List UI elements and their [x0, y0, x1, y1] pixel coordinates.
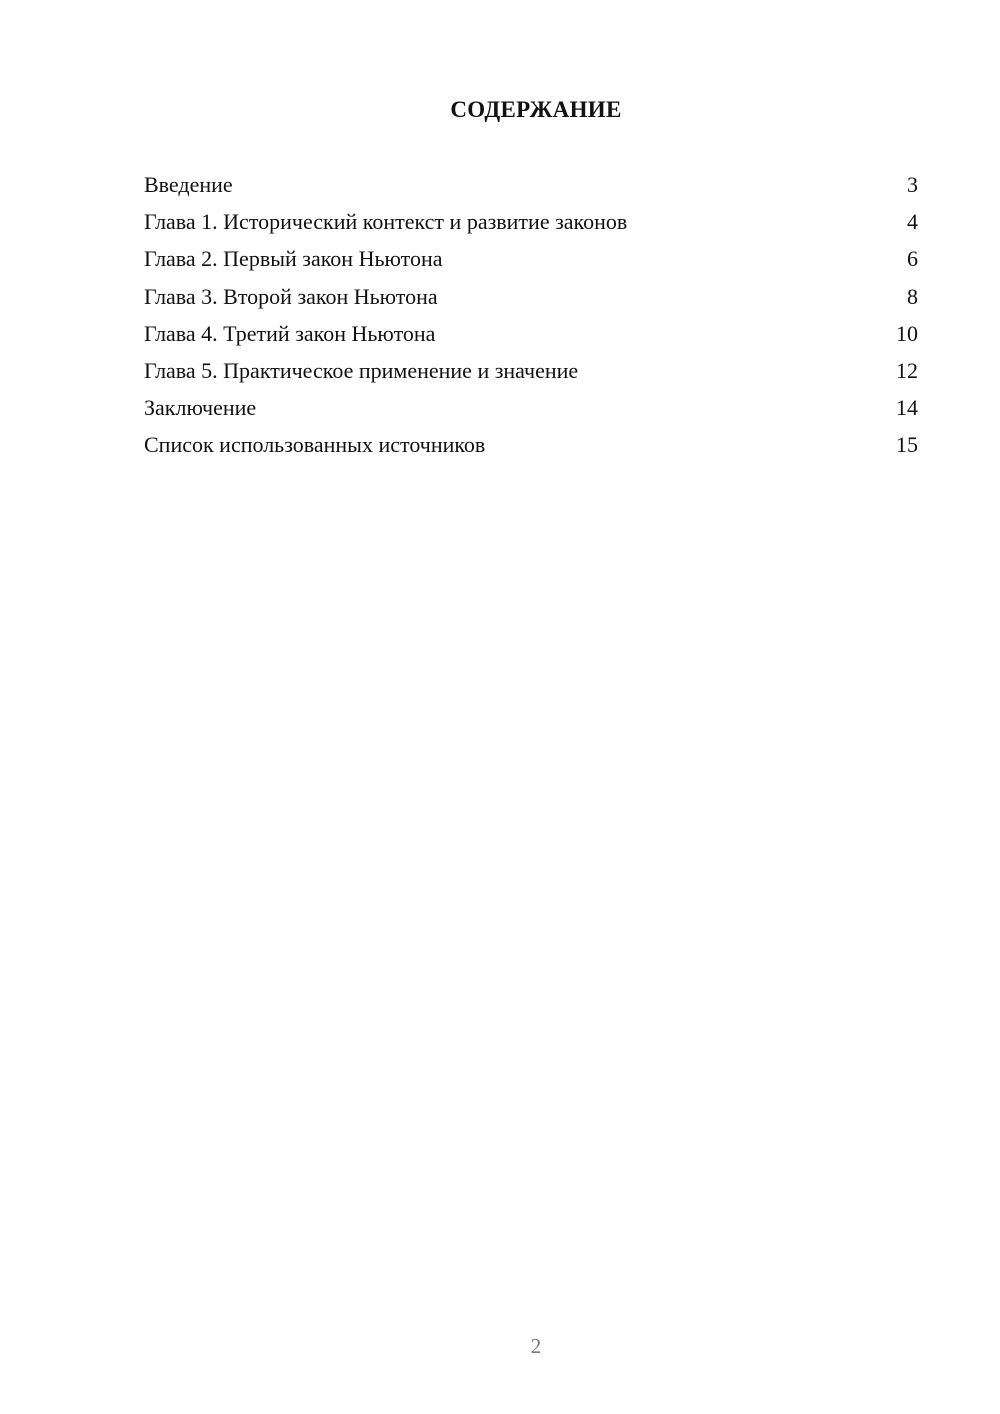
toc-item-chapter-5[interactable]: [144, 356, 918, 393]
toc-item-label: Глава 3. Второй закон Ньютона: [144, 283, 438, 309]
toc-item-page: 12: [896, 357, 918, 383]
toc-item-page: 4: [907, 209, 918, 235]
toc-item-page: 3: [907, 172, 918, 197]
toc-item-chapter-3[interactable]: [144, 282, 918, 319]
toc-item-label: Глава 5. Практическое применение и значение: [144, 357, 579, 383]
toc-item-page: 10: [896, 320, 918, 346]
toc-item-chapter-4[interactable]: [144, 319, 918, 356]
toc-item-chapter-1[interactable]: [144, 207, 918, 244]
toc-title: СОДЕРЖАНИЕ: [450, 97, 622, 122]
toc-item-references[interactable]: [144, 430, 918, 467]
toc-item-chapter-2[interactable]: [144, 244, 918, 281]
toc-item-introduction[interactable]: [144, 170, 918, 207]
toc-item-label: Глава 2. Первый закон Ньютона: [144, 246, 443, 272]
table-of-contents: [144, 170, 918, 468]
toc-item-label: Глава 4. Третий закон Ньютона: [144, 320, 436, 346]
toc-item-label: Глава 1. Исторический контекст и развитие законов: [144, 209, 628, 235]
toc-item-page: 6: [907, 246, 918, 272]
toc-item-page: 14: [896, 395, 918, 421]
toc-item-label: Список использованных источников: [144, 432, 486, 458]
toc-item-conclusion[interactable]: [144, 393, 918, 430]
toc-item-page: 8: [907, 283, 918, 309]
toc-item-page: 15: [896, 432, 918, 458]
toc-item-label: Введение: [144, 172, 233, 197]
page-number: 2: [530, 1334, 542, 1358]
toc-item-label: Заключение: [144, 395, 257, 421]
